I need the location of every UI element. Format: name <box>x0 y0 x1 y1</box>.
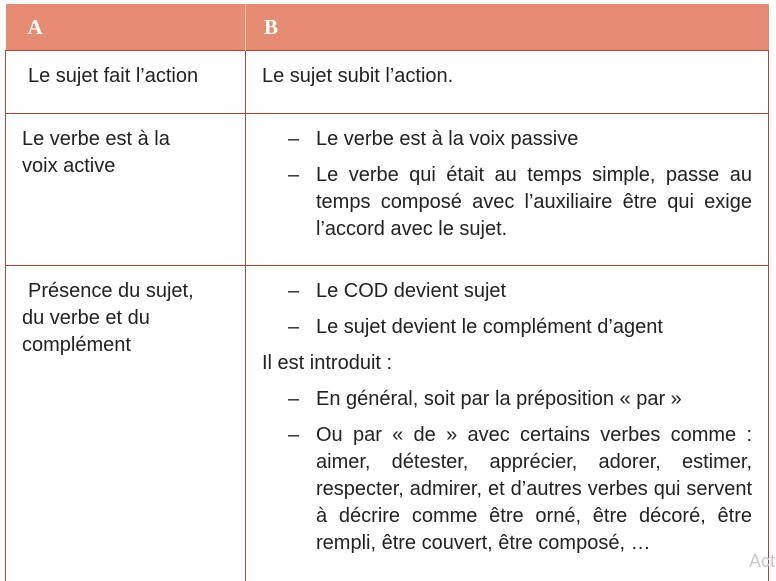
cell-a-line: complément <box>22 334 131 356</box>
list-item-text: Le sujet devient le complément d’agent <box>316 316 663 338</box>
cell-a <box>6 51 246 114</box>
cell-a-line: Le verbe est à la <box>22 128 170 150</box>
list-item-text: Le verbe qui était au temps simple, passe au temps composé avec l’auxiliaire être qui exige l’accord avec le sujet. <box>316 164 752 240</box>
table-row <box>6 266 769 581</box>
header-col-b: B <box>246 4 769 51</box>
table-row <box>6 114 769 266</box>
table-row <box>6 51 769 114</box>
header-col-a: A <box>6 4 246 51</box>
list-item <box>262 314 752 341</box>
list-item-text: En général, soit par la préposition « par » <box>316 388 682 410</box>
cell-a-line: Le sujet fait l’action <box>28 65 199 87</box>
list-item-text: Le COD devient sujet <box>316 280 507 302</box>
list-item <box>262 162 752 243</box>
bullet-list <box>262 278 752 341</box>
list-item <box>262 386 752 413</box>
list-item <box>262 422 752 557</box>
cell-a <box>6 266 246 581</box>
dash-bullet: – <box>288 424 300 446</box>
activation-watermark: Act <box>749 551 776 571</box>
comparison-table <box>5 4 769 581</box>
dash-bullet: – <box>288 280 300 302</box>
cell-b-text: Le sujet subit l’action. <box>262 65 454 87</box>
cell-a-line: Présence du sujet, <box>28 280 194 302</box>
dash-bullet: – <box>288 128 300 150</box>
cell-b <box>246 114 769 266</box>
cell-b <box>246 266 769 581</box>
cell-a-line: voix active <box>22 155 116 177</box>
dash-bullet: – <box>288 164 300 186</box>
cell-b <box>246 51 769 114</box>
bullet-list <box>262 386 752 557</box>
bullet-list <box>262 126 752 243</box>
dash-bullet: – <box>288 388 300 410</box>
intro-text: Il est introduit : <box>262 352 393 374</box>
cell-a <box>6 114 246 266</box>
cell-a-line: du verbe et du <box>22 307 150 329</box>
list-item-text: Ou par « de » avec certains verbes comme : aimer, détester, apprécier, adorer, estimer, respecter, admirer, et d’autres verbes qui servent à décrire comme être orné, être décoré, être rempli, être couvert, être composé, … <box>316 424 752 554</box>
dash-bullet: – <box>288 316 300 338</box>
list-item <box>262 278 752 305</box>
list-item <box>262 126 752 153</box>
list-item-text: Le verbe est à la voix passive <box>316 128 579 150</box>
header-row <box>6 4 769 51</box>
